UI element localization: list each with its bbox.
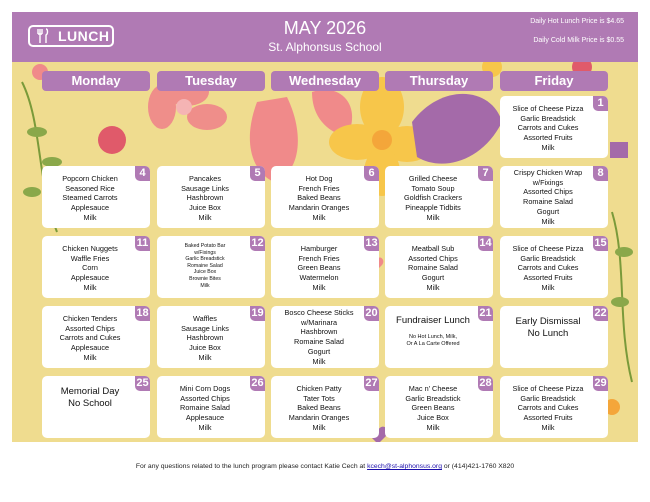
day-cell <box>42 376 150 438</box>
header-bar <box>12 12 638 62</box>
day-header-friday: Friday <box>500 71 608 91</box>
menu-item: Milk <box>541 216 555 226</box>
menu-items <box>161 243 249 289</box>
menu-item: Assorted Chips <box>408 253 458 263</box>
footer-text: For any questions related to the lunch program please contact Katie Cech at <box>135 463 368 470</box>
menu-item: Garlic Breadstick <box>520 113 576 123</box>
menu-item: Corn <box>82 263 98 273</box>
date-number: 1 <box>593 96 608 111</box>
menu-item: Assorted Chips <box>65 323 115 333</box>
menu-item: w/Marinara <box>300 317 338 327</box>
menu-items <box>275 174 363 223</box>
menu-item: Milk <box>426 422 440 432</box>
menu-item: Tater Tots <box>303 393 335 403</box>
menu-item: Applesauce <box>70 273 110 283</box>
menu-item: Hot Dog <box>305 174 333 183</box>
day-cell <box>500 96 608 158</box>
menu-item: Romaine Salad <box>187 262 223 269</box>
menu-item: Milk <box>83 352 97 362</box>
menu-items <box>161 174 249 223</box>
menu-item: Mini Corn Dogs <box>179 384 231 393</box>
date-number: 19 <box>251 307 264 319</box>
menu-items <box>275 384 363 433</box>
day-header-tuesday: Tuesday <box>157 71 265 91</box>
menu-items <box>275 308 363 366</box>
menu-item: Garlic Breadstick <box>520 253 576 263</box>
menu-item: Green Beans <box>297 263 341 273</box>
menu-item: Assorted Fruits <box>523 413 573 423</box>
menu-item: w/Fixings <box>194 249 216 256</box>
day-cell <box>500 236 608 298</box>
menu-item: Romaine Salad <box>180 403 230 413</box>
menu-item: Applesauce <box>70 343 110 353</box>
menu-item: Milk <box>312 212 326 222</box>
school-name: St. Alphonsus School <box>268 40 382 54</box>
date-number: 13 <box>365 237 378 249</box>
menu-item: Milk <box>541 422 555 432</box>
menu-item: Gogurt <box>421 273 445 283</box>
menu-item: Assorted Chips <box>180 393 230 403</box>
day-cell <box>500 376 608 438</box>
day-header-wednesday: Wednesday <box>271 71 379 91</box>
menu-item: Milk <box>312 422 326 432</box>
menu-item: Milk <box>83 282 97 292</box>
menu-item: Milk <box>200 282 210 289</box>
menu-item: Assorted Fruits <box>523 133 573 143</box>
menu-item: Gogurt <box>307 346 331 356</box>
date-number: 27 <box>365 377 378 389</box>
menu-item: Milk <box>198 422 212 432</box>
menu-item: Garlic Breadstick <box>520 393 576 403</box>
date-number: 22 <box>594 307 607 319</box>
menu-item: Milk <box>312 356 326 366</box>
date-number: 12 <box>251 237 264 249</box>
day-cell <box>157 166 265 228</box>
menu-item: Watermelon <box>299 273 339 283</box>
menu-item: French Fries <box>298 253 340 263</box>
date-number: 21 <box>479 307 492 319</box>
menu-items <box>504 104 592 153</box>
menu-item: Hamburger <box>300 244 338 253</box>
day-header-monday: Monday <box>42 71 150 91</box>
menu-item: Milk <box>541 282 555 292</box>
day-cell <box>42 236 150 298</box>
hot-lunch-price: Daily Hot Lunch Price is $4.65 <box>530 18 624 25</box>
menu-item: Garlic Breadstick <box>405 393 461 403</box>
menu-item: Hashbrown <box>186 333 224 343</box>
menu-item: Slice of Cheese Pizza <box>512 104 584 113</box>
menu-item: Early Dismissal <box>515 316 581 327</box>
date-number: 15 <box>594 237 607 249</box>
menu-item: Carrots and Cukes <box>59 333 121 343</box>
day-cell <box>157 376 265 438</box>
day-cell <box>271 306 379 368</box>
day-cell <box>385 306 493 368</box>
menu-item: Grilled Cheese <box>408 174 458 183</box>
date-number: 5 <box>250 166 265 181</box>
menu-items <box>504 316 592 340</box>
menu-item: Milk <box>541 142 555 152</box>
menu-item: Slice of Cheese Pizza <box>512 384 584 393</box>
menu-item: Applesauce <box>185 413 225 423</box>
menu-items <box>389 316 477 348</box>
footer-phone: or (414)421-1760 X820 <box>441 463 515 470</box>
date-number: 20 <box>365 307 378 319</box>
menu-item: Carrots and Cukes <box>517 123 579 133</box>
menu-item: Carrots and Cukes <box>517 403 579 413</box>
menu-item: Waffles <box>193 314 217 323</box>
menu-item: Romaine Salad <box>294 337 344 347</box>
menu-item: Mandarin Oranges <box>288 413 350 423</box>
menu-item: Applesauce <box>70 203 110 213</box>
menu-item: No School <box>68 398 112 409</box>
menu-items <box>46 314 134 363</box>
menu-items <box>46 386 134 410</box>
menu-item: Popcorn Chicken <box>62 174 118 183</box>
menu-item: Baked Beans <box>297 403 341 413</box>
menu-item: Juice Box <box>189 343 221 353</box>
menu-item: Mac n' Cheese <box>408 384 458 393</box>
date-number: 29 <box>594 377 607 389</box>
menu-item: Green Beans <box>411 403 455 413</box>
fundraiser-note: No Hot Lunch, Milk, <box>409 333 457 340</box>
day-cell <box>271 236 379 298</box>
menu-item: Milk <box>198 212 212 222</box>
menu-item: Pancakes <box>188 174 222 183</box>
day-cell <box>271 376 379 438</box>
menu-item: Garlic Breadstick <box>185 256 225 263</box>
day-cell <box>271 166 379 228</box>
menu-item: Waffle Fries <box>70 253 110 263</box>
footer-contact <box>0 463 650 470</box>
menu-items <box>389 244 477 293</box>
menu-items <box>504 168 592 226</box>
menu-item: w/Fixings <box>532 177 564 187</box>
date-number: 4 <box>135 166 150 181</box>
day-cell <box>385 166 493 228</box>
date-number: 26 <box>251 377 264 389</box>
menu-item: Tomato Soup <box>411 183 455 193</box>
menu-item: Baked Beans <box>297 193 341 203</box>
day-cell <box>500 166 608 228</box>
menu-item: Sausage Links <box>181 323 229 333</box>
menu-item: Assorted Fruits <box>523 273 573 283</box>
menu-item: Juice Box <box>193 269 217 276</box>
day-cell <box>42 306 150 368</box>
menu-item: Carrots and Cukes <box>517 263 579 273</box>
date-number: 18 <box>136 307 149 319</box>
fundraiser-note: Or A La Carte Offered <box>406 340 460 347</box>
menu-item: Chicken Nuggets <box>62 244 118 253</box>
menu-item: Romaine Salad <box>523 197 573 207</box>
menu-items <box>46 244 134 293</box>
date-number: 28 <box>479 377 492 389</box>
menu-item: Milk <box>312 282 326 292</box>
milk-price: Daily Cold Milk Price is $0.55 <box>533 37 624 44</box>
menu-item: Milk <box>426 212 440 222</box>
date-number: 6 <box>364 166 379 181</box>
menu-item: Juice Box <box>417 413 449 423</box>
date-number: 25 <box>136 377 149 389</box>
menu-item: No Lunch <box>527 328 569 339</box>
menu-item: Milk <box>426 282 440 292</box>
menu-item: Memorial Day <box>60 386 120 397</box>
menu-item: Baked Potato Bar <box>184 243 226 249</box>
page-title: MAY 2026 <box>283 18 367 38</box>
day-cell <box>157 236 265 298</box>
day-cell <box>42 166 150 228</box>
menu-items <box>275 244 363 293</box>
menu-item: Seasoned Rice <box>65 183 115 193</box>
menu-item: Milk <box>83 212 97 222</box>
date-number: 7 <box>478 166 493 181</box>
menu-item: Brownie Bites <box>189 275 221 282</box>
menu-item: Bosco Cheese Sticks <box>284 308 354 317</box>
menu-item: Slice of Cheese Pizza <box>512 244 584 253</box>
menu-item: Hashbrown <box>186 193 224 203</box>
menu-item: Romaine Salad <box>408 263 458 273</box>
menu-items <box>389 174 477 223</box>
menu-item: Sausage Links <box>181 183 229 193</box>
menu-item: Assorted Chips <box>523 187 573 197</box>
date-number: 14 <box>479 237 492 249</box>
day-header-thursday: Thursday <box>385 71 493 91</box>
menu-item: Chicken Tenders <box>62 314 118 323</box>
menu-item: Crispy Chicken Wrap <box>513 168 583 177</box>
menu-item: Gogurt <box>536 206 560 216</box>
date-number: 8 <box>593 166 608 181</box>
day-cell <box>385 236 493 298</box>
menu-item: Hashbrown <box>300 327 338 337</box>
menu-item: Milk <box>198 352 212 362</box>
menu-items <box>389 384 477 433</box>
menu-items <box>504 384 592 433</box>
menu-item: Steamed Carrots <box>62 193 118 203</box>
lunch-badge-label: LUNCH <box>58 28 110 44</box>
menu-items <box>504 244 592 293</box>
contact-email-link[interactable]: kcech@st-alphonsus.org <box>367 463 442 470</box>
date-number: 11 <box>136 237 149 249</box>
menu-items <box>161 384 249 433</box>
day-cell <box>157 306 265 368</box>
fundraiser-headline: Fundraiser Lunch <box>396 315 470 326</box>
menu-items <box>46 174 134 223</box>
menu-items <box>161 314 249 363</box>
menu-item: Goldfish Crackers <box>404 193 462 203</box>
menu-item: Pineapple Tidbits <box>405 203 461 213</box>
menu-item: French Fries <box>298 183 340 193</box>
menu-item: Juice Box <box>189 203 221 213</box>
menu-item: Meatball Sub <box>411 244 455 253</box>
menu-item: Mandarin Oranges <box>288 203 350 213</box>
menu-item: Chicken Patty <box>296 384 342 393</box>
day-cell <box>500 306 608 368</box>
day-cell <box>385 376 493 438</box>
